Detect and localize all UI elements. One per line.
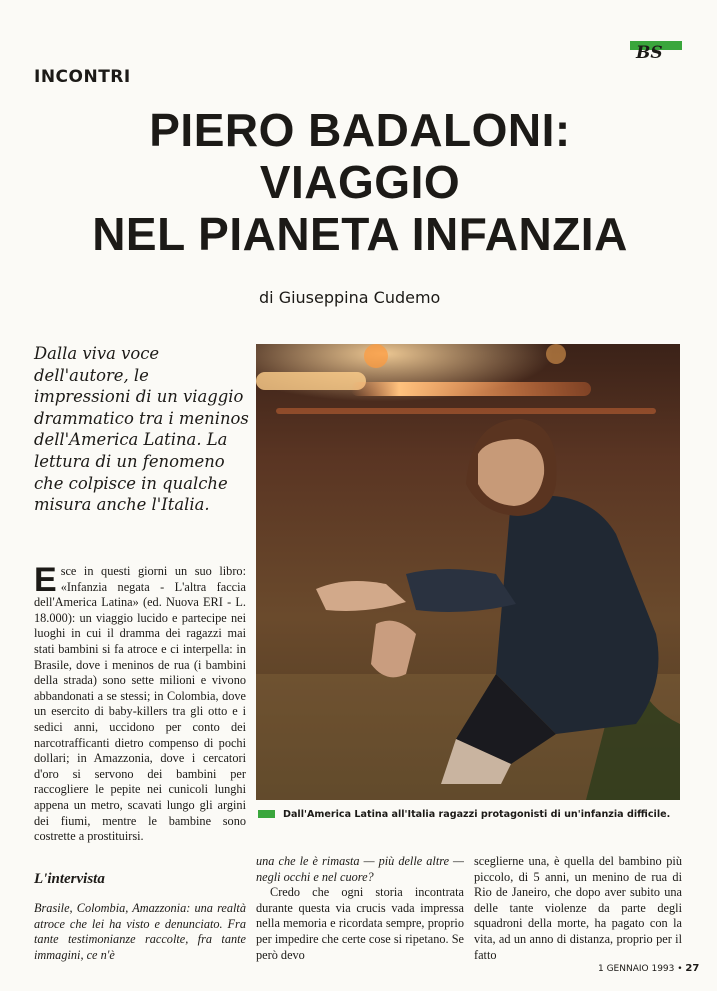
caption-green-marker <box>258 810 275 818</box>
drop-cap: E <box>34 561 57 599</box>
article-photo <box>256 344 680 800</box>
title-line-1: PIERO BADALONI: <box>149 104 571 156</box>
page-footer <box>598 963 699 974</box>
body-column-3: sceglierne una, è quella del bambino più piccolo, di 5 anni, un menino de rua di Rio de Janeiro, che dopo aver subito una delle tante violenze da parte degli squadroni della morte, ha pagato con la vita, ad un anno di distanza, proprio per il fatto <box>474 854 682 962</box>
article-title <box>40 104 680 260</box>
lead-paragraph: Dalla viva voce dell'autore, le impressioni di un viaggio drammatico tra i meninos dell'America Latina. La lettura di un fenomeno che colpisce in qualche misura anche l'Italia. <box>34 344 249 515</box>
caption-text: Dall'America Latina all'Italia ragazzi protagonisti di un'infanzia difficile. <box>283 809 671 820</box>
title-line-2: VIAGGIO <box>259 156 461 208</box>
interview-answer-start: Credo che ogni storia incontrata durante questa via crucis vada impressa nella memoria e ricordata sempre, proprio per impedire che certe cose si ripetano. Se però devo <box>256 885 464 962</box>
section-label: INCONTRI <box>34 67 131 87</box>
byline: di Giuseppina Cudemo <box>259 288 441 307</box>
interview-question-start: Brasile, Colombia, Amazzonia: una realtà atroce che lei ha visto e denunciato. Fra tante testimonianze raccolte, fra tante immagini, ce n'è <box>34 901 246 962</box>
body-column-2 <box>256 854 464 963</box>
page-number: 27 <box>685 963 700 974</box>
subheading-interview: L'intervista <box>34 871 105 887</box>
boy-sitting-night-street-image <box>256 344 680 800</box>
title-line-3: NEL PIANETA INFANZIA <box>92 208 628 260</box>
body-col1-text: sce in questi giorni un suo libro: «Infanzia negata - L'altra faccia dell'America Latina» (ed. Nuova ERI - L. 18.000): un viaggio lucido e partecipe nei luoghi in cui il dramma dei ragazzi mai stati bambini si fa atroce e ci interpella: in Brasile, dove i meninos de rua (i bambini della strada) sono sette milioni e vivono abbandonati a se stessi; in Colombia, dove un esercito di baby-killers tra gli otto e i sedici anni, uccidono per conto dei narcotrafficanti dietro compenso di pochi dollari; in Amazzonia, dove i cercatori d'oro si servono dei bambini per raccogliere le pepite nei cunicoli lunghi appena un metro, scavati lungo gli argini dei fiumi, mentre le bambine sono costrette a prostituirsi. <box>34 564 246 844</box>
photo-caption <box>258 809 698 820</box>
issue-date: 1 GENNAIO 1993 • <box>598 964 683 974</box>
section-badge <box>630 41 682 63</box>
body-column-1 <box>34 561 246 845</box>
badge-label: BS <box>636 43 663 63</box>
interview-question-end: una che le è rimasta — più delle altre — negli occhi e nel cuore? <box>256 854 464 884</box>
